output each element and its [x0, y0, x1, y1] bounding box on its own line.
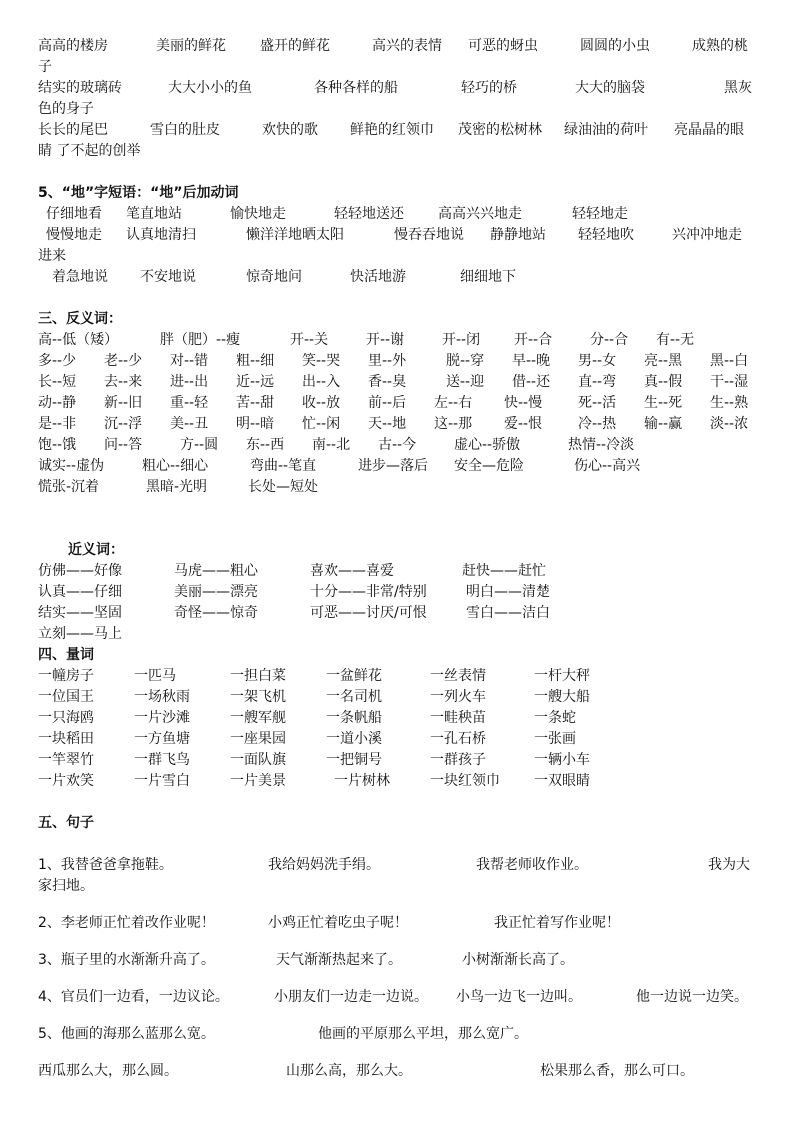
adj-row-1: [38, 36, 758, 57]
phrase: 轻轻地吹: [578, 227, 634, 243]
phrase: 茂密的松树林: [458, 122, 542, 138]
synonym-row-4: 立刻——马上: [38, 626, 122, 642]
pair: 开--谢: [366, 332, 405, 348]
measure-row-1: 一幢房子 一匹马 一担白菜 一盆鲜花 一丝表情 一杆大秤: [38, 668, 590, 684]
synonym-row-2: 认真——仔细 美丽——漂亮 十分——非常/特别 明白——清楚: [38, 584, 550, 600]
antonym-row-7: 诚实--虚伪 粗心--细心 弯曲--笔直 进步—落后 安全—危险 伤心--高兴: [38, 458, 641, 474]
sentence-row-5: 5、他画的海那么蓝那么宽。 他画的平原那么平坦，那么宽广。: [38, 1026, 528, 1042]
antonym-row-2: 多--少 老--少 对--错 粗--细 笑--哭 里--外 脱--穿 早--晚 男--女 亮--黑 黑--白: [38, 353, 749, 369]
adj-row-2-cont: 色的身子: [38, 101, 94, 117]
sentence-row-4: 4、官员们一边看，一边议论。 小朋友们一边走一边说。 小鸟一边飞一边叫。 他一边说一边笑。: [38, 989, 748, 1005]
phrase: 慢吞吞地说: [394, 227, 464, 243]
di-row-3: [38, 267, 758, 288]
pair: 开--合: [514, 332, 553, 348]
phrase: 着急地说: [52, 269, 108, 285]
pair: 开--闭: [442, 332, 481, 348]
phrase: 愉快地走: [230, 206, 286, 222]
synonyms-title: 近义词：: [68, 542, 124, 558]
phrase: 大大的脑袋: [575, 80, 645, 96]
phrase: 长长的尾巴: [38, 122, 108, 138]
antonym-row-3: 长--短 去--来 进--出 近--远 出--入 香--臭 送--迎 借--还 直--弯 真--假 干--湿: [38, 374, 749, 390]
phrase: 结实的玻璃砖: [38, 80, 122, 96]
sentence-row-1-cont: 家扫地。: [38, 878, 94, 894]
phrase: 雪白的肚皮: [150, 122, 220, 138]
di-row-1: [38, 204, 758, 225]
adj-row-3-cont: 睛 了不起的创举: [38, 143, 141, 159]
phrase: 轻轻地送还: [334, 206, 404, 222]
adj-row-2: [38, 78, 758, 99]
di-row-2: [38, 225, 758, 246]
phrase: 细细地下: [460, 269, 516, 285]
phrase: 可恶的蚜虫: [468, 38, 538, 54]
measure-row-3: 一只海鸥 一片沙滩 一艘军舰 一条帆船 一畦秧苗 一条蛇: [38, 710, 576, 726]
phrase: 欢快的歌: [262, 122, 318, 138]
antonyms-title: 三、反义词：: [38, 311, 122, 327]
phrase: 快活地游: [350, 269, 406, 285]
pair: 开--关: [290, 332, 329, 348]
di-row-2-cont: 进来: [38, 248, 66, 264]
phrase: 静静地站: [490, 227, 546, 243]
phrase: 亮晶晶的眼: [674, 122, 744, 138]
sentence-row-6: 西瓜那么大，那么圆。 山那么高，那么大。 松果那么香，那么可口。: [38, 1063, 694, 1079]
adj-row-1-cont: 子: [38, 59, 52, 75]
phrase: 盛开的鲜花: [260, 38, 330, 54]
phrase: 懒洋洋地晒太阳: [246, 227, 344, 243]
phrase: 绿油油的荷叶: [564, 122, 648, 138]
phrase: 高高兴兴地走: [438, 206, 522, 222]
phrase: 成熟的桃: [692, 38, 748, 54]
phrase: 兴冲冲地走: [672, 227, 742, 243]
sentences-title: 五、句子: [38, 815, 94, 831]
synonym-row-3: 结实——坚固 奇怪——惊奇 可恶——讨厌/可恨 雪白——洁白: [38, 605, 550, 621]
phrase: 大大小小的鱼: [168, 80, 252, 96]
pair: 高--低（矮）: [38, 332, 119, 348]
phrase: 轻巧的桥: [461, 80, 517, 96]
antonym-row-6: 饱--饿 问--答 方--圆 东--西 南--北 古--今 虚心--骄傲 热情--冷淡: [38, 437, 635, 453]
phrase: 笔直地站: [126, 206, 182, 222]
phrase: 仔细地看: [46, 206, 102, 222]
antonym-row-8: 慌张-沉着 黑暗-光明 长处—短处: [38, 479, 318, 495]
document-page: [38, 36, 758, 1082]
phrase: 各种各样的船: [314, 80, 398, 96]
pair: 胖（肥）--瘦: [160, 332, 241, 348]
antonym-row-4: 动--静 新--旧 重--轻 苦--甜 收--放 前--后 左--右 快--慢 死--活 生--死 生--熟: [38, 395, 749, 411]
section-5-title: 5、“地”字短语：“地”后加动词: [38, 185, 239, 201]
sentence-row-2: 2、李老师正忙着改作业呢！ 小鸡正忙着吃虫子呢！ 我正忙着写作业呢！: [38, 915, 620, 931]
phrase: 不安地说: [140, 269, 196, 285]
measure-row-6: 一片欢笑 一片雪白 一片美景 一片树林 一块红领巾 一双眼睛: [38, 773, 590, 789]
phrase: 鲜艳的红领巾: [350, 122, 434, 138]
phrase: 慢慢地走: [46, 227, 102, 243]
phrase: 黑灰: [724, 80, 752, 96]
phrase: 惊奇地问: [246, 269, 302, 285]
antonym-row-5: 是--非 沉--浮 美--丑 明--暗 忙--闲 天--地 这--那 爱--恨 冷--热 输--赢 淡--浓: [38, 416, 749, 432]
synonym-row-1: 仿佛——好像 马虎——粗心 喜欢——喜爱 赶快——赶忙: [38, 563, 546, 579]
phrase: 高兴的表情: [372, 38, 442, 54]
measure-row-2: 一位国王 一场秋雨 一架飞机 一名司机 一列火车 一艘大船: [38, 689, 590, 705]
phrase: 圆圆的小虫: [580, 38, 650, 54]
sentence-row-3: 3、瓶子里的水渐渐升高了。 天气渐渐热起来了。 小树渐渐长高了。: [38, 952, 574, 968]
pair: 分--合: [590, 332, 629, 348]
phrase: 美丽的鲜花: [156, 38, 226, 54]
measure-row-4: 一块稻田 一方鱼塘 一座果园 一道小溪 一孔石桥 一张画: [38, 731, 576, 747]
phrase: 高高的楼房: [38, 38, 108, 54]
pair: 有--无: [656, 332, 695, 348]
measure-row-5: 一竿翠竹 一群飞鸟 一面队旗 一把铜号 一群孩子 一辆小车: [38, 752, 590, 768]
measure-title: 四、量词: [38, 647, 94, 663]
phrase: 认真地清扫: [126, 227, 196, 243]
phrase: 轻轻地走: [572, 206, 628, 222]
antonym-row-1: [38, 330, 758, 351]
adj-row-3: [38, 120, 758, 141]
sentence-row-1: 1、我替爸爸拿拖鞋。 我给妈妈洗手绢。 我帮老师收作业。 我为大: [38, 857, 750, 873]
